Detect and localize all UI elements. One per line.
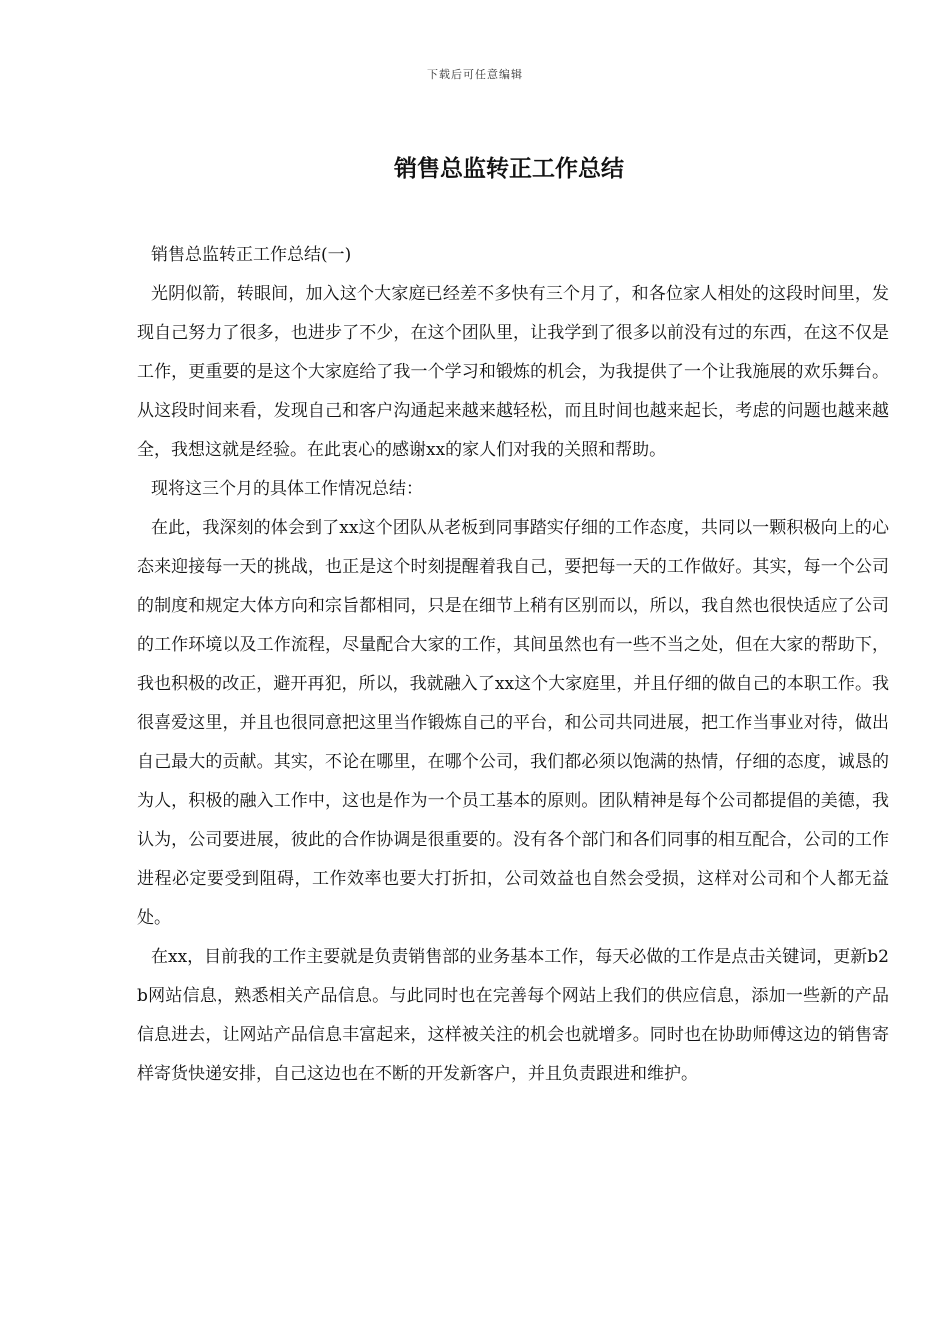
document-title: 销售总监转正工作总结 [394,156,624,182]
document-body [137,236,889,1094]
body-paragraph: 光阴似箭，转眼间，加入这个大家庭已经差不多快有三个月了，和各位家人相处的这段时间里，发现自己努力了很多，也进步了不少，在这个团队里，让我学到了很多以前没有过的东西，在这不仅是工作，更重要的是这个大家庭给了我一个学习和锻炼的机会，为我提供了一个让我施展的欢乐舞台。从这段时间来看，发现自己和客户沟通起来越来越轻松，而且时间也越来起长，考虑的问题也越来越全，我想这就是经验。在此衷心的感谢xx的家人们对我的关照和帮助。 [137,284,889,460]
section-heading: 销售总监转正工作总结(一) [151,245,352,265]
body-paragraph: 现将这三个月的具体工作情况总结： [151,479,423,499]
page-header-note: 下载后可任意编辑 [427,68,523,81]
body-paragraph: 在xx，目前我的工作主要就是负责销售部的业务基本工作，每天必做的工作是点击关键词，更新b2b网站信息，熟悉相关产品信息。与此同时也在完善每个网站上我们的供应信息，添加一些新的产品信息进去，让网站产品信息丰富起来，这样被关注的机会也就增多。同时也在协助师傅这边的销售寄样寄货快递安排，自己这边也在不断的开发新客户，并且负责跟进和维护。 [137,947,889,1084]
body-paragraph: 在此，我深刻的体会到了xx这个团队从老板到同事踏实仔细的工作态度，共同以一颗积极向上的心态来迎接每一天的挑战，也正是这个时刻提醒着我自己，要把每一天的工作做好。其实，每一个公司的制度和规定大体方向和宗旨都相同，只是在细节上稍有区别而以，所以，我自然也很快适应了公司的工作环境以及工作流程，尽量配合大家的工作，其间虽然也有一些不当之处，但在大家的帮助下，我也积极的改正，避开再犯，所以，我就融入了xx这个大家庭里，并且仔细的做自己的本职工作。我很喜爱这里，并且也很同意把这里当作锻炼自己的平台，和公司共同进展，把工作当事业对待，做出自己最大的贡献。其实，不论在哪里，在哪个公司，我们都必须以饱满的热情，仔细的态度，诚恳的为人，积极的融入工作中，这也是作为一个员工基本的原则。团队精神是每个公司都提倡的美德，我认为，公司要进展，彼此的合作协调是很重要的。没有各个部门和各们同事的相互配合，公司的工作进程必定要受到阻碍，工作效率也要大打折扣，公司效益也自然会受损，这样对公司和个人都无益处。 [137,518,889,928]
